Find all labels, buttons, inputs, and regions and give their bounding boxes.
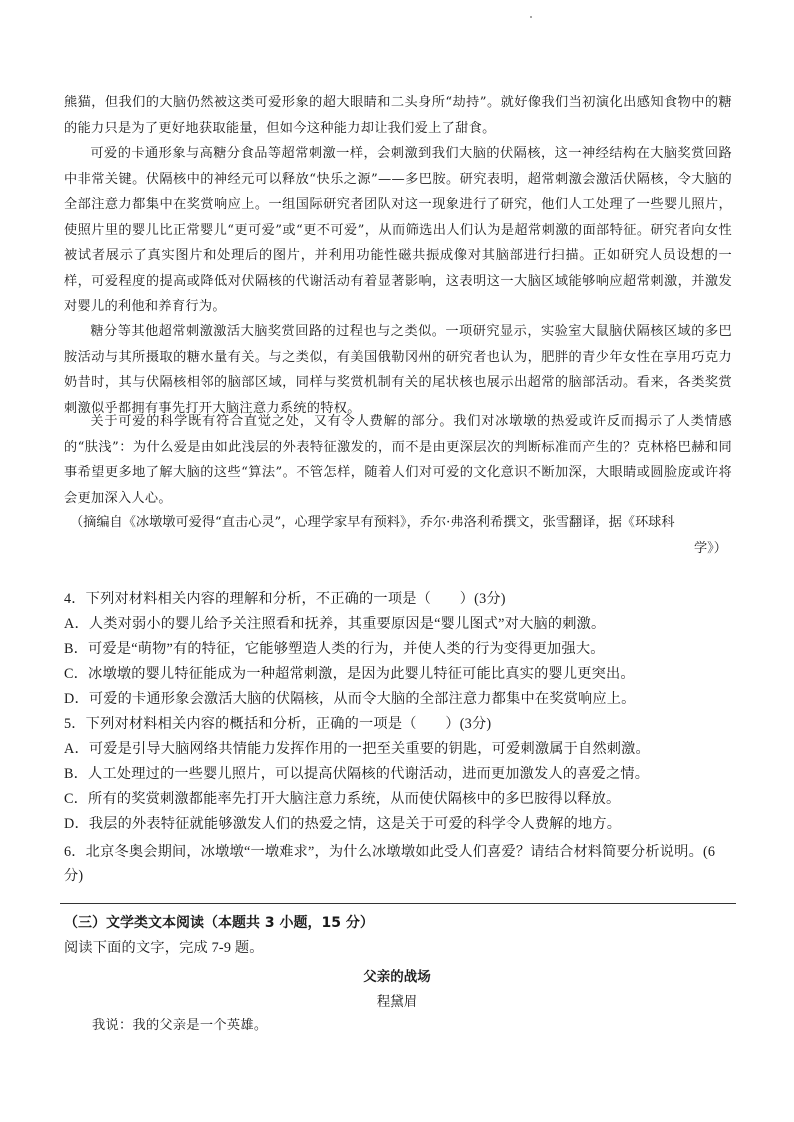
source-citation-line-2: 学》） xyxy=(694,541,727,556)
section-3-instruction: 阅读下面的文字，完成 7-9 题。 xyxy=(64,940,264,956)
article-paragraph-4: 关于可爱的科学既有符合直觉之处，又有令人费解的部分。我们对冰墩墩的热爱或许反而揭示了人类情感的“肤浅”：为什么爱是由如此浅层的外表特征激发的，而不是由更深层次的判断标准而产生的？克林格巴赫和同事希望更多地了解大脑的这些“算法”。不管怎样，随着人们对可爱的文化意识不断加深，大眼睛或圆脸庞或许将会更加深入人心。 xyxy=(64,414,732,506)
question-5-stem: 5．下列对材料相关内容的概括和分析，正确的一项是（ ）(3分) xyxy=(64,716,492,732)
story-author: 程黛眉 xyxy=(376,994,418,1010)
question-4-option-d: D．可爱的卡通形象会激活大脑的伏隔核，从而令大脑的全部注意力都集中在奖赏响应上。 xyxy=(64,691,636,707)
question-5-option-d: D．我层的外表特征就能够激发人们的热爱之情，这是关于可爱的科学令人费解的地方。 xyxy=(64,816,622,832)
scan-speck xyxy=(530,16,532,18)
story-first-line: 我说：我的父亲是一个英雄。 xyxy=(92,1018,268,1033)
section-divider xyxy=(60,903,736,904)
question-4-option-a: A．人类对弱小的婴儿给予关注照看和抚养，其重要原因是“婴儿图式”对大脑的刺激。 xyxy=(64,616,606,632)
section-3-heading: （三）文学类文本阅读（本题共 3 小题，15 分） xyxy=(64,915,374,931)
question-5-option-c: C．所有的奖赏刺激都能率先打开大脑注意力系统，从而使伏隔核中的多巴胺得以释放。 xyxy=(64,791,621,807)
question-6-line-2: 分) xyxy=(64,868,84,884)
article-paragraph-3: 糖分等其他超常刺激激活大脑奖赏回路的过程也与之类似。一项研究显示，实验室大鼠脑伏隔核区域的多巴胺活动与其所摄取的糖水量有关。与之类似，有美国俄勒冈州的研究者也认为，肥胖的青少年女性在享用巧克力奶昔时，其与伏隔核相邻的脑部区域，同样与奖赏机制有关的尾状核也展示出超常的脑部活动。看来，各类奖赏刺激似乎都拥有事先打开大脑注意力系统的特权。 xyxy=(64,324,732,416)
question-5-option-b: B．人工处理过的一些婴儿照片，可以提高伏隔核的代谢活动，进而更加激发人的喜爱之情。 xyxy=(64,766,650,782)
question-4-stem: 4．下列对材料相关内容的理解和分析，不正确的一项是（ ）(3分) xyxy=(64,591,506,607)
article-paragraph-2: 可爱的卡通形象与高糖分食品等超常刺激一样，会刺激到我们大脑的伏隔核，这一神经结构在大脑奖赏回路中非常关键。伏隔核中的神经元可以释放“快乐之源”——多巴胺。研究表明，超常刺激会激活伏隔核，令大脑的全部注意力都集中在奖赏响应上。一组国际研究者团队对这一现象进行了研究，他们人工处理了一些婴儿照片，使照片里的婴儿比正常婴儿“更可爱”或“更不可爱”，从而筛选出人们认为是超常刺激的面部特征。研究者向女性被试者展示了真实图片和处理后的图片，并利用功能性磁共振成像对其脑部进行扫描。正如研究人员设想的一样，可爱程度的提高或降低对伏隔核的代谢活动有着显著影响，这表明这一大脑区域能够响应超常刺激，并激发对婴儿的利他和养育行为。 xyxy=(64,146,732,314)
question-5-option-a: A．可爱是引导大脑网络共情能力发挥作用的一把至关重要的钥匙，可爱刺激属于自然刺激。 xyxy=(64,741,650,757)
article-paragraph-1: 熊猫，但我们的大脑仍然被这类可爱形象的超大眼睛和二头身所“劫持”。就好像我们当初演化出感知食物中的糖的能力只是为了更好地获取能量，但如今这种能力却让我们爱上了甜食。 xyxy=(64,95,732,136)
question-4-option-c: C．冰墩墩的婴儿特征能成为一种超常刺激，是因为此婴儿特征可能比真实的婴儿更突出。 xyxy=(64,666,635,682)
story-title: 父亲的战场 xyxy=(363,969,431,985)
question-6-line-1: 6．北京冬奥会期间，冰墩墩“一墩难求”，为什么冰墩墩如此受人们喜爱？请结合材料简要分析说明。(6 xyxy=(64,844,716,860)
source-citation-line-1: （摘编自《冰墩墩可爱得“直击心灵”，心理学家早有预料》，乔尔·弗洛利希撰文，张雪翻译，据《环球科 xyxy=(70,515,675,530)
question-4-option-b: B．可爱是“萌物”有的特征，它能够塑造人类的行为，并使人类的行为变得更加强大。 xyxy=(64,641,605,657)
